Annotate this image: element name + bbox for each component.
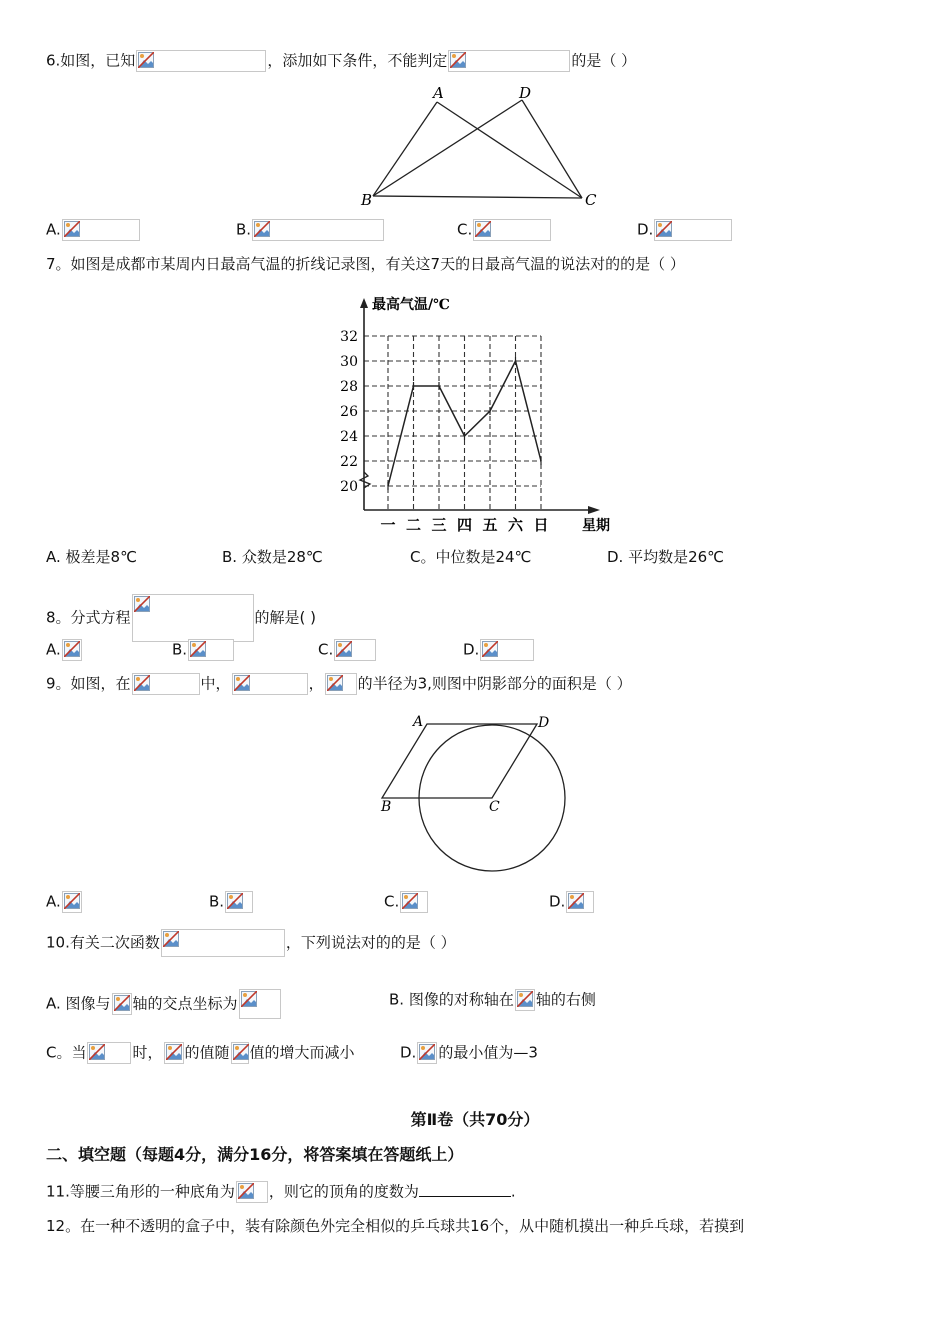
formula-image: [164, 1042, 184, 1064]
option-text: A. 图像与: [46, 994, 111, 1013]
q10-option-c[interactable]: [46, 1042, 355, 1064]
broken-image-icon: [227, 893, 243, 909]
y-tick-label: 28: [340, 379, 358, 395]
q11-end: .: [510, 1182, 516, 1201]
x-tick-label: 一: [380, 516, 396, 534]
broken-image-icon: [134, 596, 150, 612]
broken-image-icon: [419, 1044, 435, 1060]
label-a: A: [433, 84, 444, 102]
formula-image: [566, 891, 594, 913]
option-text: D.: [400, 1043, 417, 1062]
formula-image: [417, 1042, 437, 1064]
q7-stem: 7。如图是成都市某周内日最高气温的折线记录图，有关这7天的日最高气温的说法对的的是（ ）: [46, 255, 685, 273]
broken-image-icon: [138, 52, 154, 68]
formula-image: [232, 673, 308, 695]
option-text: 的最小值为—3: [438, 1043, 538, 1062]
q8-stem: [46, 594, 316, 642]
q11-suffix: ，则它的顶角的度数为: [268, 1182, 419, 1201]
x-axis-arrow: [588, 506, 600, 514]
formula-image: [473, 219, 551, 241]
formula-image: [334, 639, 376, 661]
formula-image: [252, 219, 384, 241]
q10-option-a[interactable]: [46, 989, 282, 1019]
broken-image-icon: [254, 221, 270, 237]
option-text: 的值随: [184, 1043, 230, 1062]
q9-stem-suffix: 的半径为3,则图中阴影部分的面积是（ ）: [357, 674, 632, 693]
q8-stem-suffix: 的解是( ): [254, 608, 317, 627]
formula-image: [161, 929, 285, 957]
q10-stem-prefix: 10.有关二次函数: [46, 933, 160, 952]
y-tick-label: 20: [340, 479, 358, 495]
q7-option-c[interactable]: C。中位数是24℃: [410, 548, 532, 566]
option-label: C.: [384, 892, 400, 911]
q9-option-b[interactable]: [209, 891, 254, 913]
q9-stem: [46, 673, 632, 695]
option-label: D.: [549, 892, 566, 911]
q6-option-d[interactable]: [637, 219, 733, 241]
formula-image: [325, 673, 357, 695]
label-b: B: [361, 191, 373, 209]
option-label: B.: [236, 220, 252, 239]
q6-stem: [46, 50, 636, 72]
q12-stem: 12。在一种不透明的盒子中，装有除颜色外完全相似的乒乓球共16个，从中随机摸出一种乒乓球，若摸到: [46, 1217, 745, 1235]
option-text: 轴的交点坐标为: [132, 994, 238, 1013]
formula-image: [231, 1042, 249, 1064]
broken-image-icon: [517, 991, 533, 1007]
option-text: 值的增大而减小: [249, 1043, 355, 1062]
x-tick-label: 五: [482, 516, 498, 534]
q6-stem-mid: ，添加如下条件，不能判定: [267, 51, 448, 70]
broken-image-icon: [336, 641, 352, 657]
option-label: A.: [46, 892, 61, 911]
q6-triangle-figure: [355, 82, 610, 214]
y-tick-label: 24: [340, 429, 358, 445]
x-axis-label: 星期: [582, 518, 610, 534]
q7-option-a[interactable]: A. 极差是8℃: [46, 548, 137, 566]
q9-stem-mid1: 中，: [200, 674, 231, 693]
broken-image-icon: [163, 931, 179, 947]
formula-image: [132, 673, 200, 695]
x-tick-labels: [380, 516, 548, 534]
formula-image: [239, 989, 281, 1019]
formula-image: [515, 989, 535, 1011]
q6-option-c[interactable]: [457, 219, 552, 241]
option-label: C.: [457, 220, 473, 239]
q9-option-d[interactable]: [549, 891, 595, 913]
label-d: D: [519, 84, 532, 102]
label-c: C: [489, 799, 500, 815]
broken-image-icon: [233, 1044, 249, 1060]
q10-stem-suffix: ，下列说法对的的是（ ）: [285, 933, 456, 952]
option-text: B. 图像的对称轴在: [389, 990, 514, 1009]
broken-image-icon: [482, 641, 498, 657]
formula-image: [236, 1181, 268, 1203]
y-tick-label: 32: [340, 329, 358, 345]
formula-image: [480, 639, 534, 661]
option-text: 轴的右侧: [535, 990, 596, 1009]
option-label: A.: [46, 640, 61, 659]
broken-image-icon: [241, 991, 257, 1007]
broken-image-icon: [166, 1044, 182, 1060]
formula-image: [132, 594, 254, 642]
q7-option-b[interactable]: B. 众数是28℃: [222, 548, 323, 566]
q6-option-b[interactable]: [236, 219, 385, 241]
q8-option-b[interactable]: [172, 639, 235, 661]
q8-stem-prefix: 8。分式方程: [46, 608, 131, 627]
q10-option-b[interactable]: [389, 989, 596, 1011]
x-tick-label: 二: [405, 516, 422, 534]
y-axis-arrow: [360, 298, 368, 308]
y-tick-label: 30: [340, 354, 358, 370]
label-c: C: [585, 191, 597, 209]
y-tick-label: 22: [340, 454, 358, 470]
broken-image-icon: [64, 893, 80, 909]
temperature-line-chart: [320, 288, 620, 538]
formula-image: [400, 891, 428, 913]
option-label: D.: [637, 220, 654, 239]
label-d: D: [538, 715, 550, 731]
y-tick-label: 26: [340, 404, 358, 420]
broken-image-icon: [64, 641, 80, 657]
q11-prefix: 11.等腰三角形的一种底角为: [46, 1182, 235, 1201]
label-b: B: [381, 799, 392, 815]
q8-option-c[interactable]: [318, 639, 377, 661]
x-tick-label: 四: [456, 516, 473, 534]
q9-stem-mid2: ，: [308, 674, 324, 693]
option-label: A.: [46, 220, 61, 239]
option-label: D.: [463, 640, 480, 659]
y-axis-label: 最高气温/℃: [372, 297, 450, 313]
broken-image-icon: [134, 675, 150, 691]
q6-stem-suffix: 的是（ ）: [571, 51, 637, 70]
formula-image: [448, 50, 570, 72]
q10-option-d[interactable]: [400, 1042, 538, 1064]
broken-image-icon: [64, 221, 80, 237]
formula-image: [112, 993, 132, 1015]
broken-image-icon: [450, 52, 466, 68]
q8-option-a[interactable]: [46, 639, 83, 661]
formula-image: [136, 50, 266, 72]
option-label: B.: [209, 892, 225, 911]
formula-image: [62, 639, 82, 661]
y-tick-labels: [340, 329, 358, 495]
formula-image: [654, 219, 732, 241]
formula-image: [62, 219, 140, 241]
formula-image: [62, 891, 82, 913]
option-label: C.: [318, 640, 334, 659]
broken-image-icon: [234, 675, 250, 691]
x-tick-label: 六: [507, 516, 524, 534]
broken-image-icon: [656, 221, 672, 237]
formula-image: [188, 639, 234, 661]
broken-image-icon: [114, 995, 130, 1011]
q9-stem-prefix: 9。如图，在: [46, 674, 131, 693]
q10-stem: [46, 929, 456, 957]
broken-image-icon: [190, 641, 206, 657]
x-tick-label: 日: [533, 516, 549, 534]
option-text: C。当: [46, 1043, 87, 1062]
broken-image-icon: [568, 893, 584, 909]
q11-stem: [46, 1181, 516, 1203]
q6-stem-prefix: 6.如图，已知: [46, 51, 136, 70]
label-a: A: [413, 714, 424, 730]
option-label: B.: [172, 640, 188, 659]
q8-option-d[interactable]: [463, 639, 535, 661]
section2-title: 二、填空题（每题4分，满分16分，将答案填在答题纸上）: [46, 1145, 464, 1164]
q9-parallelogram-circle-figure: [372, 708, 572, 874]
x-tick-label: 三: [431, 516, 447, 534]
broken-image-icon: [402, 893, 418, 909]
option-text: 时，: [132, 1043, 163, 1062]
broken-image-icon: [89, 1044, 105, 1060]
formula-image: [87, 1042, 131, 1064]
formula-image: [225, 891, 253, 913]
answer-blank[interactable]: [419, 1182, 511, 1197]
q7-option-d[interactable]: D. 平均数是26℃: [607, 548, 725, 566]
q9-option-a[interactable]: [46, 891, 83, 913]
broken-image-icon: [238, 1183, 254, 1199]
broken-image-icon: [327, 675, 343, 691]
q9-option-c[interactable]: [384, 891, 429, 913]
part2-title: 第Ⅱ卷（共70分）: [410, 1110, 540, 1129]
q6-option-a[interactable]: [46, 219, 141, 241]
broken-image-icon: [475, 221, 491, 237]
